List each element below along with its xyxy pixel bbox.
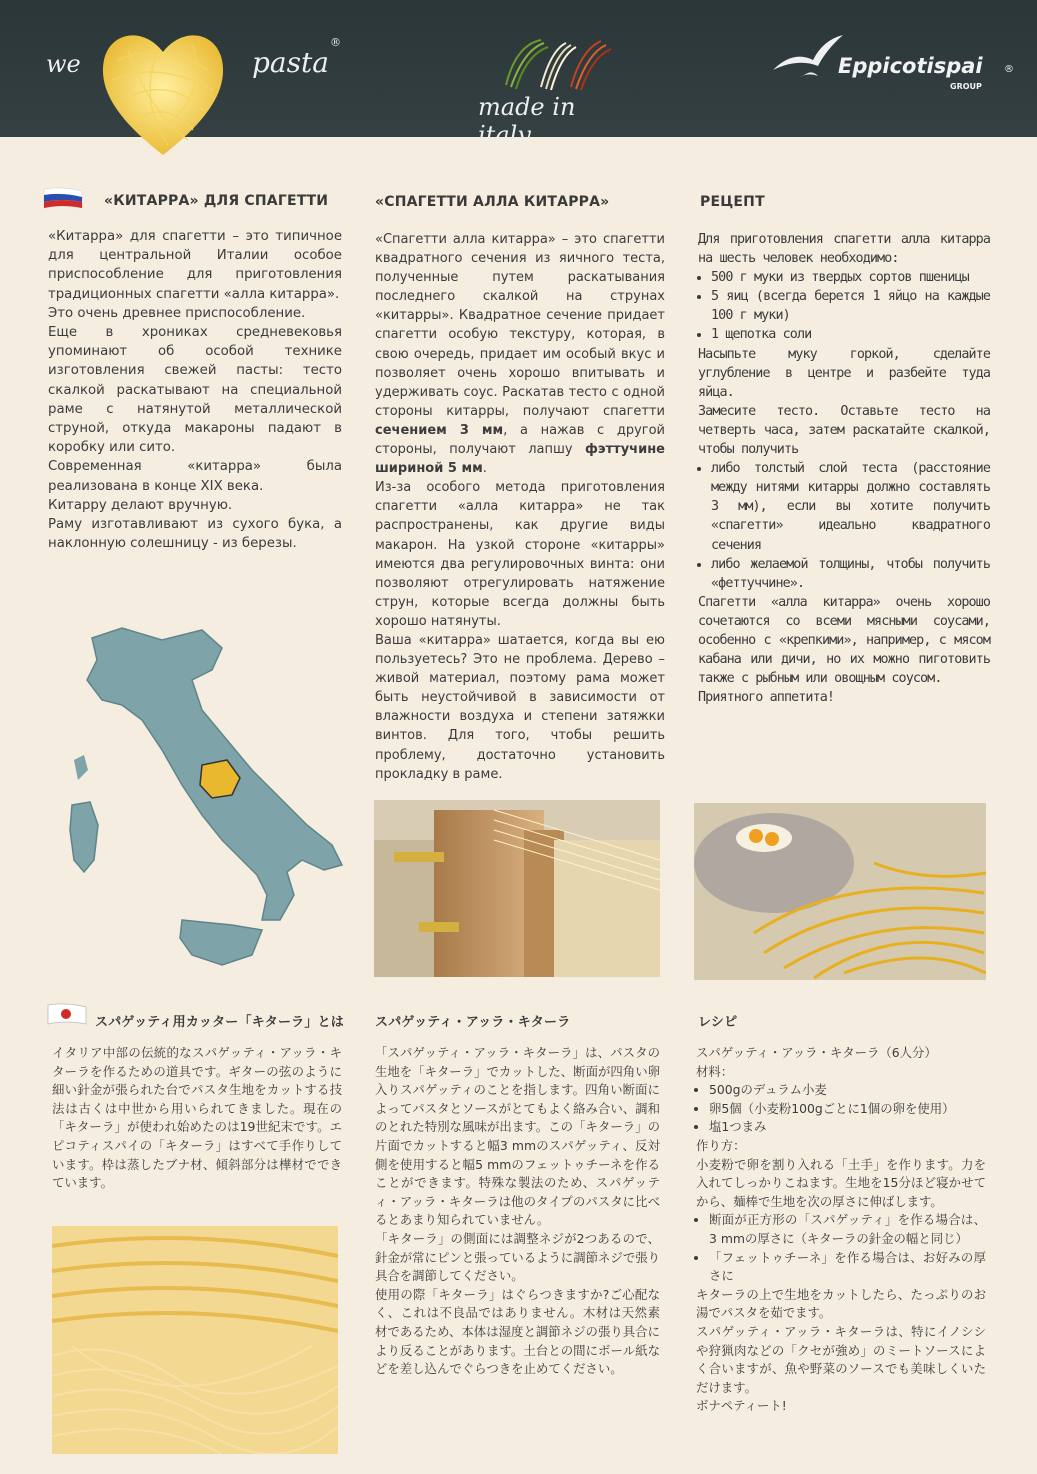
ru-col2-title: «СПАГЕТТИ АЛЛА КИТАРРА» [375,194,610,210]
header-banner [0,0,1037,149]
pasta-heart-icon [98,20,228,160]
list-item: • либо желаемой толщины, чтобы получить «феттуччине». [711,555,990,593]
list-item: • 500 г муки из твердых сортов пшеницы [711,268,990,287]
ru-col1-paragraph: Еще в хрониках средневековья упоминают об особой технике изготовления свежей пасты: тесто скалкой раскатывают на специальной раме с натянутой металлической струной, откуда макароны падают в коробку или сито. [48,325,342,456]
text-span: , а нажав с другой стороны, получают лапшу [375,422,665,458]
list-item: • 1 щепотка соли [711,325,990,344]
ru-col3-paragraph-end: Спагетти «алла китарра» очень хорошо сочетаются со всеми мясными соусами, особенно с «крепкими», например, с мясом кабана или дичи, но их можно пиготовить также с рыбным или овощным соусом. [698,594,990,687]
jp-ingredient-list [696,1081,986,1137]
japanese-flag-icon [46,1002,88,1028]
ru-col3-closing: Приятного аппетита! [698,690,835,706]
jp-options-list [696,1211,986,1285]
ru-options-list [698,459,990,593]
jp-col3-howto: 作り方： [696,1137,746,1153]
bold-span: сечением 3 мм [375,422,504,438]
jp-col2-paragraph: 使用の際「キターラ」はぐらつきますか?ご心配なく、これは不良品ではありません。木材は天然素材であるため、本体は湿度と調節ネジの張り具合により反ることがあります。土台との間にボール紙などを差し込んでぐらつきを止めてください。 [375,1286,660,1377]
ru-col3-step1: Насыпьте муку горкой, сделайте углубление в центре и разбейте туда яйца. [698,346,990,400]
brand-group-label: GROUP [950,82,982,91]
list-item: • 500gのデュラム小麦 [709,1081,986,1100]
logo-registered-mark: ® [330,36,341,49]
jp-col2-text [375,1044,660,1379]
ru-col1-paragraph: Китарру делают вручную. [48,497,233,513]
jp-col2-paragraph: 「キターラ」の側面には調整ネジが2つあるので、針金が常にピンと張っているように調節ネジで張り具合を調節してください。 [375,1230,660,1284]
eppicotispai-logo [768,30,1028,100]
russian-flag-icon [42,186,84,212]
chitarra-photo [374,800,660,977]
list-item: • 塩1つまみ [709,1118,986,1137]
jp-col2-paragraph: 「スパゲッティ・アッラ・キターラ」は、パスタの生地を「キターラ」でカットした、断面が四角い卵入りスパゲッティのことを指します。四角い断面によってパスタとソースがとてもよく絡み合い、調和のとれた特別な風味が出ます。この「キターラ」の片面でカットすると幅3 mmのスパゲッティ、反対側を使用すると幅5 mmのフェットゥチーネを作ることができます。特殊な製法のため、スパゲッティ・アッラ・キターラは他のタイプのパスタに比べるとあまり知られていません。 [375,1045,660,1228]
flour-eggs-photo [694,803,986,980]
jp-col2-title: スパゲッティ・アッラ・キターラ [375,1015,571,1030]
jp-col3-text [696,1044,986,1416]
jp-col3-step2: キターラの上で生地をカットしたら、たっぷりのお湯でパスタを茹でます。 [696,1286,986,1321]
list-item: • 5 яиц (всегда берется 1 яйцо на каждые 100 г муки) [711,287,990,325]
ru-col1-paragraph: «Китарра» для спагетти – это типичное для центральной Италии особое приспособление для приготовления традиционных спагетти «алла китарра». [48,229,342,302]
ru-col2-text [375,230,665,784]
we-love-pasta-logo [46,36,346,170]
ru-col1-text [48,227,342,553]
ru-col1-paragraph: Это очень древнее приспособление. [48,305,306,321]
made-in-italy-text: made in italy [478,93,576,149]
jp-col3-closing: ボナペティート! [696,1398,787,1414]
jp-col3-title: レシピ [698,1015,738,1030]
logo-word-pasta: pasta [252,46,329,79]
made-in-italy-logo [478,35,628,149]
text-span: . [482,461,487,477]
list-item: • 卵5個（小麦粉100gごとに1個の卵を使用） [709,1100,986,1119]
fresh-pasta-photo [52,1226,338,1454]
seagull-icon [768,30,848,90]
bold-span: фэттучине шириной 5 мм [375,442,665,477]
ru-col2-paragraph-1 [375,230,665,478]
ru-col3-intro: Для приготовления спагетти алла китарра на шесть человек необходимо: [698,232,990,267]
text-span: «Спагетти алла китарра» – это спагетти квадратного сечения из яичного теста, полученные путем раскатывания последнего скалкой на струнах «китарры». Квадратное сечение придает спагетти особую текстуру, которая, в свою очередь, придает им особый вкус и позволяет очень хорошо впитывать и удерживать соус. Раскатав тесто с одной стороны китарры, получают спагетти [375,232,665,419]
jp-col3-line: スパゲッティ・アッラ・キターラ（6人分） [696,1045,937,1060]
ru-col1-paragraph: Современная «китарра» была реализована в конце XIX века. [48,459,342,494]
ru-col3-title: РЕЦЕПТ [700,194,765,210]
ru-col1-title: «КИТАРРА» ДЛЯ СПАГЕТТИ [104,193,329,209]
ru-col3-step2: Замесите тесто. Оставьте тесто на четверть часа, затем раскатайте скалкой, чтобы получить [698,403,990,458]
ru-col2-paragraph-2: Из-за особого метода приготовления спагетти «алла китарра» не так распространены, как другие виды макарон. На узкой стороне «китарры» имеются два регулировочных винта: они позволяют отрегулировать натяжение струн, которые всегда должны быть хорошо натянуты. [375,480,665,629]
italy-map-icon [62,620,352,980]
logo-word-we: we [46,50,81,78]
list-item: • либо толстый слой теста (расстояние между нитями китарры должно составлять 3 мм), если вы хотите получить «спагетти» идеально квадратного сечения [711,459,990,554]
tricolor-pasta-icon [496,35,626,95]
brand-registered-mark: ® [1004,64,1014,75]
ru-ingredient-list [698,268,990,344]
brand-name: Eppicotispai [838,54,983,78]
jp-col1-title: スパゲッティ用カッター「キターラ」とは [95,1015,344,1030]
jp-col3-step1: 小麦粉で卵を割り入れる「土手」を作ります。力を入れてしっかりこねます。生地を15分ほど寝かせてから、麺棒で生地を次の厚さに伸ばします。 [696,1156,986,1209]
list-item: • 「フェットゥチーネ」を作る場合は、お好みの厚さに [709,1249,986,1286]
ru-col1-paragraph: Раму изготавливают из сухого бука, а наклонную солешницу - из березы. [48,517,342,552]
jp-col1-text: イタリア中部の伝統的なスパゲッティ・アッラ・キターラを作るための道具です。ギターの弦のように細い針金が張られた台でパスタ生地をカットする技法は古くは中世から用いられてきました。現在の「キターラ」が使われ始めたのは19世紀末です。エピコティスパイの「キターラ」はすべて手作りしています。枠は蒸したブナ材、傾斜部分は樺材でできています。 [52,1045,342,1191]
ru-col3-text [698,230,990,707]
ru-col2-paragraph-3: Ваша «китарра» шатается, когда вы ею пользуетесь? Это не проблема. Дерево – живой материал, поэтому рама может быть неустойчивой в зависимости от влажности воздуха и степени затяжки винтов. Для того, чтобы решить проблему, достаточно установить прокладку в раме. [375,632,665,782]
jp-col3-step3: スパゲッティ・アッラ・キターラは、特にイノシシや狩猟肉などの「クセが強め」のミートソースによく合いますが、魚や野菜のソースでも美味しくいただけます。 [696,1323,986,1395]
jp-col3-line: 材料： [696,1063,734,1079]
list-item: • 断面が正方形の「スパゲッティ」を作る場合は、3 mmの厚さに（キターラの針金の幅と同じ） [709,1211,986,1248]
